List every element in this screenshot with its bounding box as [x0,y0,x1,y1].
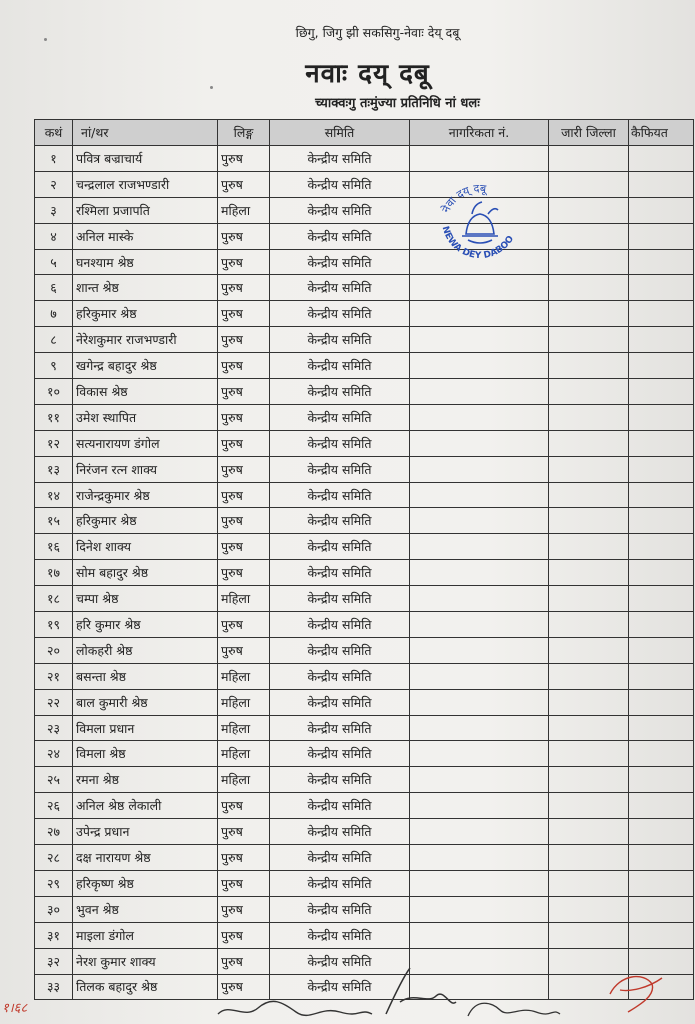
row-citizenship-no [410,896,549,922]
row-serial: १७ [35,560,73,586]
row-name: हरि कुमार श्रेष्ठ [73,612,218,638]
row-name: माइला डंगोल [73,922,218,948]
row-issued-district [549,146,629,172]
row-remarks [629,508,694,534]
row-name: सोम बहादुर श्रेष्ठ [73,560,218,586]
row-name: दक्ष नारायण श्रेष्ठ [73,845,218,871]
row-gender: पुरुष [218,612,270,638]
row-name: चन्द्रलाल राजभण्डारी [73,171,218,197]
row-citizenship-no [410,327,549,353]
row-gender: पुरुष [218,560,270,586]
row-remarks [629,353,694,379]
row-name: पवित्र बज्राचार्य [73,146,218,172]
row-citizenship-no [410,793,549,819]
table-row [35,327,694,353]
row-committee: केन्द्रीय समिति [270,430,410,456]
row-issued-district [549,379,629,405]
row-issued-district [549,197,629,223]
row-gender: पुरुष [218,146,270,172]
row-committee: केन्द्रीय समिति [270,404,410,430]
table-header-row [35,120,694,146]
col-header-remarks: कैफियत [629,120,694,146]
table-row [35,922,694,948]
table-row [35,896,694,922]
row-gender: महिला [218,741,270,767]
row-committee: केन्द्रीय समिति [270,197,410,223]
row-committee: केन्द्रीय समिति [270,249,410,275]
row-citizenship-no [410,663,549,689]
row-committee: केन्द्रीय समिति [270,353,410,379]
row-serial: ५ [35,249,73,275]
row-name: रमना श्रेष्ठ [73,767,218,793]
row-gender: पुरुष [218,922,270,948]
slogan-line: छिगु, जिगु झी सकसिगु-नेवाः देय् दबू [295,25,460,40]
row-issued-district [549,612,629,638]
row-issued-district [549,534,629,560]
row-committee: केन्द्रीय समिति [270,974,410,1000]
stamp-top-text: नेवा दय् दबू [439,181,487,215]
row-remarks [629,689,694,715]
table-row [35,171,694,197]
row-citizenship-no [410,430,549,456]
row-committee: केन्द्रीय समिति [270,948,410,974]
col-header-issued-district: जारी जिल्ला [549,120,629,146]
row-issued-district [549,171,629,197]
table-row [35,301,694,327]
table-row [35,456,694,482]
row-committee: केन्द्रीय समिति [270,689,410,715]
row-citizenship-no [410,301,549,327]
row-name: निरंजन रत्न शाक्य [73,456,218,482]
row-gender: पुरुष [218,819,270,845]
row-serial: १२ [35,430,73,456]
table-row [35,819,694,845]
row-remarks [629,171,694,197]
row-issued-district [549,430,629,456]
row-serial: १३ [35,456,73,482]
col-header-committee: समिति [270,120,410,146]
row-citizenship-no [410,870,549,896]
row-committee: केन्द्रीय समिति [270,741,410,767]
row-serial: ३३ [35,974,73,1000]
row-remarks [629,896,694,922]
row-gender: महिला [218,689,270,715]
row-name: सत्यनारायण डंगोल [73,430,218,456]
row-gender: पुरुष [218,275,270,301]
table-row [35,146,694,172]
row-serial: ३१ [35,922,73,948]
row-gender: पुरुष [218,223,270,249]
row-remarks [629,793,694,819]
row-issued-district [549,663,629,689]
row-remarks [629,275,694,301]
table-row [35,560,694,586]
row-remarks [629,560,694,586]
row-gender: पुरुष [218,430,270,456]
row-gender: पुरुष [218,896,270,922]
row-serial: २१ [35,663,73,689]
table-row [35,793,694,819]
row-gender: पुरुष [218,637,270,663]
row-issued-district [549,482,629,508]
row-issued-district [549,741,629,767]
organization-title: नवाः दय् दबू [305,59,430,89]
row-name: विमला प्रधान [73,715,218,741]
row-remarks [629,379,694,405]
row-name: हरिकृष्ण श्रेष्ठ [73,870,218,896]
row-issued-district [549,870,629,896]
row-remarks [629,456,694,482]
row-issued-district [549,819,629,845]
row-committee: केन्द्रीय समिति [270,715,410,741]
row-issued-district [549,586,629,612]
row-name: विमला श्रेष्ठ [73,741,218,767]
row-citizenship-no [410,534,549,560]
table-row [35,663,694,689]
row-citizenship-no [410,275,549,301]
row-committee: केन्द्रीय समिति [270,819,410,845]
table-row [35,275,694,301]
row-gender: पुरुष [218,456,270,482]
row-serial: २७ [35,819,73,845]
col-header-gender: लिङ्ग [218,120,270,146]
row-citizenship-no [410,508,549,534]
row-issued-district [549,249,629,275]
table-row [35,223,694,249]
row-remarks [629,612,694,638]
row-remarks [629,197,694,223]
margin-handwritten-number: १।६८ [2,1001,28,1016]
row-citizenship-no [410,586,549,612]
row-name: दिनेश शाक्य [73,534,218,560]
row-issued-district [549,637,629,663]
table-row [35,689,694,715]
row-name: हरिकुमार श्रेष्ठ [73,508,218,534]
row-name: राजेन्द्रकुमार श्रेष्ठ [73,482,218,508]
row-issued-district [549,715,629,741]
row-citizenship-no [410,353,549,379]
row-serial: २२ [35,689,73,715]
row-gender: पुरुष [218,249,270,275]
row-gender: पुरुष [218,974,270,1000]
table-row [35,249,694,275]
row-committee: केन्द्रीय समिति [270,663,410,689]
row-committee: केन्द्रीय समिति [270,845,410,871]
row-serial: ७ [35,301,73,327]
row-remarks [629,534,694,560]
table-row [35,612,694,638]
table-row [35,767,694,793]
row-citizenship-no [410,456,549,482]
row-name: बाल कुमारी श्रेष्ठ [73,689,218,715]
table-row [35,430,694,456]
row-name: नेरश कुमार शाक्य [73,948,218,974]
row-name: चम्पा श्रेष्ठ [73,586,218,612]
table-row [35,715,694,741]
col-header-citizenship-no: नागरिकता नं. [410,120,549,146]
row-committee: केन्द्रीय समिति [270,586,410,612]
row-serial: ६ [35,275,73,301]
row-name: तिलक बहादुर श्रेष्ठ [73,974,218,1000]
row-citizenship-no [410,922,549,948]
row-serial: २९ [35,870,73,896]
row-gender: पुरुष [218,534,270,560]
row-committee: केन्द्रीय समिति [270,482,410,508]
row-committee: केन्द्रीय समिति [270,793,410,819]
signature-scribbles [200,962,670,1024]
row-committee: केन्द्रीय समिति [270,612,410,638]
row-remarks [629,741,694,767]
row-gender: पुरुष [218,301,270,327]
row-citizenship-no [410,845,549,871]
row-issued-district [549,896,629,922]
row-remarks [629,845,694,871]
row-committee: केन्द्रीय समिति [270,534,410,560]
document-subtitle: च्याक्वःगु तःमुंज्या प्रतिनिधि नां धलः [315,96,480,111]
col-header-serial: कथं [35,120,73,146]
row-remarks [629,715,694,741]
row-name: उपेन्द्र प्रधान [73,819,218,845]
row-committee: केन्द्रीय समिति [270,275,410,301]
row-remarks [629,404,694,430]
table-row [35,379,694,405]
row-remarks [629,870,694,896]
row-issued-district [549,767,629,793]
table-row [35,586,694,612]
row-serial: २४ [35,741,73,767]
row-remarks [629,637,694,663]
col-header-name: नां/थर [73,120,218,146]
row-remarks [629,819,694,845]
row-citizenship-no [410,689,549,715]
row-gender: पुरुष [218,948,270,974]
row-serial: १६ [35,534,73,560]
row-issued-district [549,922,629,948]
table-row [35,637,694,663]
row-serial: ९ [35,353,73,379]
row-gender: पुरुष [218,482,270,508]
row-remarks [629,249,694,275]
row-serial: १४ [35,482,73,508]
row-name: शान्त श्रेष्ठ [73,275,218,301]
stamp-bottom-text: NEWA DEY DABOO [439,225,517,262]
row-gender: पुरुष [218,404,270,430]
row-citizenship-no [410,482,549,508]
row-citizenship-no [410,404,549,430]
row-issued-district [549,508,629,534]
representative-table [34,119,694,1000]
row-name: विकास श्रेष्ठ [73,379,218,405]
row-issued-district [549,689,629,715]
row-citizenship-no [410,379,549,405]
row-citizenship-no [410,637,549,663]
row-gender: पुरुष [218,379,270,405]
row-gender: महिला [218,197,270,223]
row-name: खगेन्द्र बहादुर श्रेष्ठ [73,353,218,379]
row-citizenship-no [410,741,549,767]
row-remarks [629,586,694,612]
row-name: भुवन श्रेष्ठ [73,896,218,922]
row-committee: केन्द्रीय समिति [270,327,410,353]
row-citizenship-no [410,560,549,586]
row-committee: केन्द्रीय समिति [270,508,410,534]
row-committee: केन्द्रीय समिति [270,767,410,793]
row-serial: ८ [35,327,73,353]
row-committee: केन्द्रीय समिति [270,922,410,948]
row-committee: केन्द्रीय समिति [270,896,410,922]
row-gender: पुरुष [218,793,270,819]
row-citizenship-no [410,715,549,741]
row-committee: केन्द्रीय समिति [270,456,410,482]
row-name: रश्मिला प्रजापति [73,197,218,223]
table-row [35,534,694,560]
row-issued-district [549,456,629,482]
row-committee: केन्द्रीय समिति [270,379,410,405]
row-serial: २६ [35,793,73,819]
row-remarks [629,327,694,353]
row-issued-district [549,560,629,586]
table-row [35,197,694,223]
row-committee: केन्द्रीय समिति [270,637,410,663]
row-remarks [629,663,694,689]
row-issued-district [549,223,629,249]
row-committee: केन्द्रीय समिति [270,870,410,896]
row-name: घनश्याम श्रेष्ठ [73,249,218,275]
row-serial: २५ [35,767,73,793]
row-remarks [629,301,694,327]
table-row [35,353,694,379]
row-committee: केन्द्रीय समिति [270,301,410,327]
row-serial: २३ [35,715,73,741]
row-serial: ११ [35,404,73,430]
row-name: नेरेशकुमार राजभण्डारी [73,327,218,353]
row-gender: महिला [218,767,270,793]
row-gender: पुरुष [218,171,270,197]
row-gender: महिला [218,715,270,741]
row-gender: पुरुष [218,327,270,353]
row-serial: ३ [35,197,73,223]
row-name: बसन्ता श्रेष्ठ [73,663,218,689]
row-issued-district [549,275,629,301]
row-issued-district [549,404,629,430]
row-committee: केन्द्रीय समिति [270,223,410,249]
table-row [35,404,694,430]
row-gender: महिला [218,586,270,612]
row-serial: ४ [35,223,73,249]
row-citizenship-no [410,767,549,793]
stamp-emblem-icon [462,202,498,243]
row-remarks [629,767,694,793]
table-row [35,870,694,896]
row-serial: २८ [35,845,73,871]
row-name: हरिकुमार श्रेष्ठ [73,301,218,327]
row-serial: १ [35,146,73,172]
table-row [35,845,694,871]
row-gender: पुरुष [218,508,270,534]
row-remarks [629,223,694,249]
row-name: लोकहरी श्रेष्ठ [73,637,218,663]
row-issued-district [549,793,629,819]
row-serial: ३० [35,896,73,922]
row-committee: केन्द्रीय समिति [270,171,410,197]
row-serial: १८ [35,586,73,612]
row-serial: १० [35,379,73,405]
organization-stamp [432,176,528,268]
row-gender: महिला [218,663,270,689]
table-row [35,482,694,508]
row-remarks [629,430,694,456]
row-gender: पुरुष [218,353,270,379]
svg-text:नेवा दय् दबू [439,182,488,215]
row-serial: २ [35,171,73,197]
row-remarks [629,922,694,948]
row-serial: ३२ [35,948,73,974]
row-remarks [629,482,694,508]
row-citizenship-no [410,819,549,845]
row-remarks [629,146,694,172]
row-issued-district [549,353,629,379]
row-committee: केन्द्रीय समिति [270,146,410,172]
row-issued-district [549,301,629,327]
row-name: अनिल मास्के [73,223,218,249]
row-committee: केन्द्रीय समिति [270,560,410,586]
row-issued-district [549,845,629,871]
table-row [35,741,694,767]
row-serial: १५ [35,508,73,534]
row-gender: पुरुष [218,870,270,896]
row-issued-district [549,327,629,353]
row-name: उमेश स्थापित [73,404,218,430]
row-name: अनिल श्रेष्ठ लेकाली [73,793,218,819]
row-serial: २० [35,637,73,663]
row-citizenship-no [410,612,549,638]
row-gender: पुरुष [218,845,270,871]
row-citizenship-no [410,146,549,172]
row-serial: १९ [35,612,73,638]
table-row [35,508,694,534]
